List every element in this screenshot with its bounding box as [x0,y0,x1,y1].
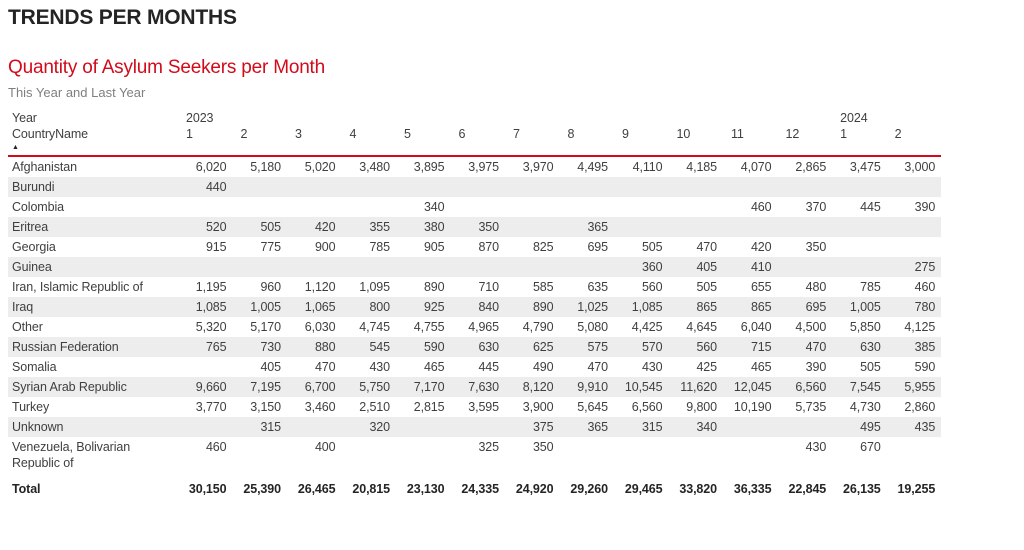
cell[interactable]: 630 [832,337,887,357]
cell[interactable]: 4,070 [740,160,772,174]
cell[interactable]: 6,700 [287,377,342,397]
cell[interactable]: 7,170 [396,377,451,397]
cell[interactable]: 445 [478,360,499,374]
cell[interactable]: 800 [342,297,397,317]
cell[interactable]: 785 [860,280,881,294]
cell[interactable] [178,257,233,277]
row-label[interactable]: Georgia [12,240,56,254]
cell[interactable]: 4,110 [632,160,663,174]
cell[interactable]: 785 [369,240,390,254]
cell[interactable]: 840 [451,297,506,317]
column-header-month[interactable]: 9 [614,125,669,156]
cell[interactable]: 4,790 [522,320,554,334]
sort-ascending-icon: ▲ [12,144,19,151]
cell[interactable]: 6,030 [304,320,336,334]
cell[interactable] [560,437,615,473]
cell[interactable] [614,177,669,197]
cell[interactable]: 5,080 [577,320,608,334]
total-cell: 36,335 [733,482,772,496]
cell[interactable] [669,437,724,473]
cell[interactable] [505,217,560,237]
cell[interactable]: 890 [505,297,560,317]
cell[interactable]: 765 [178,337,233,357]
row-header-label: CountryName [12,127,89,141]
cell[interactable]: 3,460 [304,400,336,414]
table-row [8,237,941,257]
cell[interactable] [887,217,942,237]
cell[interactable]: 505 [233,217,288,237]
cell[interactable]: 350 [805,240,827,254]
cell[interactable] [233,197,288,217]
cell[interactable] [723,417,778,437]
cell[interactable] [396,177,451,197]
cell[interactable]: 325 [478,440,499,454]
cell[interactable]: 825 [532,240,554,254]
cell[interactable]: 6,560 [778,377,833,397]
cell[interactable] [669,177,724,197]
cell[interactable]: 4,745 [359,320,390,334]
table-row [8,156,941,177]
table-row [8,277,941,297]
cell[interactable]: 635 [587,280,608,294]
cell[interactable]: 1,005 [233,297,288,317]
cell[interactable]: 430 [641,360,663,374]
row-label[interactable]: Afghanistan [12,160,77,174]
cell[interactable]: 5,170 [250,320,281,334]
total-cell: 30,150 [188,482,227,496]
cell[interactable]: 320 [342,417,397,437]
cell[interactable]: 865 [669,297,724,317]
cell[interactable]: 5,020 [304,160,336,174]
cell[interactable]: 585 [532,280,554,294]
cell[interactable]: 560 [669,337,724,357]
cell[interactable]: 1,085 [178,297,233,317]
cell[interactable] [560,197,615,217]
cell[interactable] [287,417,342,437]
cell[interactable]: 730 [233,337,288,357]
row-header-countryname[interactable] [8,125,178,156]
cell[interactable] [233,437,288,473]
cell[interactable]: 630 [451,337,506,357]
total-cell: 22,845 [788,482,827,496]
cell[interactable]: 430 [805,440,827,454]
cell[interactable]: 880 [287,337,342,357]
cell[interactable]: 10,190 [733,400,772,414]
cell[interactable] [505,257,560,277]
row-label[interactable]: Unknown [8,417,178,437]
cell[interactable]: 470 [696,240,717,254]
cell[interactable]: 275 [887,257,942,277]
column-header-month[interactable]: 3 [287,125,342,156]
cell[interactable]: 340 [669,417,724,437]
table-row [8,377,941,397]
table-row [8,197,941,217]
row-label[interactable]: Iran, Islamic Republic of [12,280,143,294]
cell[interactable] [342,437,397,473]
cell[interactable]: 925 [396,297,451,317]
cell[interactable] [342,257,397,277]
year-group-2024: 2024 [840,111,868,125]
cell[interactable]: 5,750 [342,377,397,397]
cell[interactable]: 505 [641,240,663,254]
column-header-month[interactable]: 1 [178,125,233,156]
table-row [8,217,941,237]
year-group-2023: 2023 [186,111,214,125]
cell[interactable] [832,257,887,277]
cell[interactable]: 4,500 [795,320,827,334]
cell[interactable]: 1,195 [195,280,227,294]
column-header-month[interactable]: 2 [887,125,942,156]
cell[interactable]: 4,755 [413,320,445,334]
cell[interactable]: 470 [778,337,833,357]
cell[interactable] [614,437,669,473]
cell[interactable]: 315 [233,417,288,437]
cell[interactable] [614,197,669,217]
cell[interactable] [451,197,506,217]
column-header-month[interactable]: 12 [778,125,833,156]
cell[interactable] [396,437,451,473]
table-row [8,357,941,377]
cell[interactable] [451,257,506,277]
cell[interactable] [669,197,724,217]
column-header-row [8,125,941,156]
cell[interactable]: 5,645 [577,400,608,414]
cell[interactable]: 10,545 [614,377,669,397]
cell[interactable]: 4,730 [849,400,881,414]
cell[interactable]: 390 [805,360,827,374]
row-label[interactable]: Burundi [8,177,178,197]
total-cell: 25,390 [243,482,281,496]
visual-subtitle: This Year and Last Year [8,85,146,100]
total-label: Total [12,482,41,496]
column-header-month[interactable]: 6 [451,125,506,156]
cell[interactable]: 670 [860,440,881,454]
cell[interactable]: 1,085 [614,297,669,317]
cell[interactable]: 400 [314,440,336,454]
total-cell: 26,135 [843,482,881,496]
column-header-month[interactable]: 10 [669,125,724,156]
visual-title: Quantity of Asylum Seekers per Month [8,57,326,78]
cell[interactable]: 3,975 [468,160,499,174]
total-cell: 20,815 [352,482,390,496]
cell[interactable]: 410 [723,257,778,277]
table-row [8,337,941,357]
cell[interactable]: 505 [696,280,717,294]
total-cell: 33,820 [679,482,717,496]
cell[interactable]: 520 [178,217,233,237]
total-cell: 24,920 [515,482,554,496]
cell[interactable]: 425 [696,360,717,374]
row-label[interactable]: Syrian Arab Republic [8,377,178,397]
cell[interactable]: 3,895 [413,160,445,174]
cell[interactable]: 4,125 [904,320,936,334]
cell[interactable]: 590 [396,337,451,357]
cell[interactable]: 655 [750,280,772,294]
total-cell: 29,260 [570,482,608,496]
cell[interactable] [451,177,506,197]
page-title: TRENDS PER MONTHS [8,6,237,29]
cell[interactable]: 3,970 [522,160,554,174]
cell[interactable]: 915 [205,240,227,254]
cell[interactable]: 4,185 [686,160,717,174]
cell[interactable]: 420 [287,217,342,237]
total-cell: 23,130 [406,482,445,496]
cell[interactable]: 560 [641,280,663,294]
cell[interactable] [287,257,342,277]
cell[interactable]: 350 [532,440,554,454]
cell[interactable]: 775 [260,240,281,254]
cell[interactable] [178,197,233,217]
column-header-month[interactable]: 11 [723,125,778,156]
cell[interactable]: 405 [669,257,724,277]
cell[interactable]: 2,815 [413,400,445,414]
cell[interactable] [778,417,833,437]
cell[interactable]: 6,020 [195,160,227,174]
row-label[interactable]: Russian Federation [8,337,178,357]
cell[interactable]: 1,095 [359,280,390,294]
cell[interactable]: 355 [342,217,397,237]
cell[interactable]: 545 [342,337,397,357]
cell[interactable]: 12,045 [723,377,778,397]
cell[interactable]: 4,645 [686,320,717,334]
cell[interactable]: 375 [505,417,560,437]
cell[interactable]: 2,510 [359,400,390,414]
year-header-row [8,107,941,125]
row-label[interactable]: Turkey [12,400,50,414]
row-label[interactable]: Colombia [12,200,65,214]
table-row [8,257,941,277]
cell[interactable]: 490 [532,360,554,374]
cell[interactable]: 905 [423,240,445,254]
year-field-label: Year [12,111,37,125]
cell[interactable]: 900 [314,240,336,254]
cell[interactable] [287,177,342,197]
cell[interactable]: 315 [614,417,669,437]
cell[interactable]: 380 [396,217,451,237]
cell[interactable] [832,177,887,197]
cell[interactable]: 460 [914,280,936,294]
cell[interactable]: 435 [887,417,942,437]
row-label[interactable]: Other [12,320,43,334]
cell[interactable] [178,417,233,437]
cell[interactable]: 3,000 [904,160,936,174]
cell[interactable]: 11,620 [669,377,724,397]
cell[interactable]: 3,900 [522,400,554,414]
cell[interactable]: 365 [560,217,615,237]
cell[interactable] [887,237,942,257]
cell[interactable]: 715 [723,337,778,357]
cell[interactable] [669,217,724,237]
cell[interactable]: 465 [423,360,445,374]
cell[interactable]: 405 [260,360,281,374]
cell[interactable]: 505 [860,360,881,374]
cell[interactable] [233,177,288,197]
cell[interactable]: 4,495 [577,160,608,174]
cell[interactable]: 5,850 [849,320,881,334]
cell[interactable]: 710 [478,280,499,294]
total-cell: 24,335 [461,482,499,496]
cell[interactable]: 1,065 [287,297,342,317]
cell[interactable] [778,217,833,237]
cell[interactable]: 5,735 [795,400,827,414]
cell[interactable]: 360 [614,257,669,277]
row-label[interactable]: Eritrea [8,217,178,237]
cell[interactable]: 7,545 [832,377,887,397]
cell[interactable]: 3,480 [359,160,390,174]
row-label[interactable]: Somalia [12,360,57,374]
cell[interactable]: 5,180 [250,160,281,174]
cell[interactable] [342,177,397,197]
cell[interactable]: 370 [805,200,827,214]
cell[interactable]: 470 [587,360,608,374]
cell[interactable]: 495 [832,417,887,437]
cell[interactable]: 4,965 [468,320,499,334]
table-row [8,177,941,197]
cell[interactable]: 480 [805,280,827,294]
row-label[interactable]: Venezuela, Bolivarian Republic of [12,440,131,470]
cell[interactable] [505,177,560,197]
total-cell: 19,255 [897,482,936,496]
cell[interactable] [778,177,833,197]
cell[interactable]: 385 [887,337,942,357]
cell[interactable] [723,437,778,473]
cell[interactable]: 1,120 [304,280,336,294]
total-cell: 26,465 [297,482,336,496]
cell[interactable] [178,357,233,377]
cell[interactable]: 780 [887,297,942,317]
cell[interactable]: 625 [505,337,560,357]
cell[interactable]: 865 [723,297,778,317]
cell[interactable] [287,197,342,217]
cell[interactable] [560,177,615,197]
column-header-month[interactable]: 1 [832,125,887,156]
cell[interactable]: 460 [205,440,227,454]
cell[interactable] [614,217,669,237]
cell[interactable]: 4,425 [631,320,663,334]
column-header-month[interactable]: 4 [342,125,397,156]
cell[interactable]: 9,800 [686,400,717,414]
row-label[interactable]: Guinea [8,257,178,277]
cell[interactable]: 390 [914,200,936,214]
cell[interactable]: 9,660 [178,377,233,397]
table-row [8,437,941,473]
cell[interactable] [723,217,778,237]
table-row [8,417,941,437]
cell[interactable]: 350 [451,217,506,237]
cell[interactable]: 575 [560,337,615,357]
table-row [8,397,941,417]
cell[interactable]: 960 [260,280,281,294]
total-row [8,473,941,504]
cell[interactable]: 430 [369,360,390,374]
cell[interactable] [342,197,397,217]
cell[interactable] [723,177,778,197]
cell[interactable]: 695 [778,297,833,317]
cell[interactable] [560,257,615,277]
column-header-month[interactable]: 7 [505,125,560,156]
cell[interactable] [887,437,942,473]
cell[interactable]: 5,955 [887,377,942,397]
cell[interactable]: 460 [750,200,772,214]
cell[interactable] [832,217,887,237]
cell[interactable]: 3,595 [468,400,499,414]
table-row [8,297,941,317]
cell[interactable]: 365 [560,417,615,437]
total-cell: 29,465 [624,482,663,496]
cell[interactable] [396,257,451,277]
column-header-month[interactable]: 8 [560,125,615,156]
cell[interactable]: 2,865 [795,160,827,174]
row-label[interactable]: Iraq [8,297,178,317]
table-row [8,317,941,337]
cell[interactable]: 870 [478,240,499,254]
cell[interactable]: 2,860 [904,400,936,414]
column-header-month[interactable]: 2 [233,125,288,156]
cell[interactable]: 6,040 [740,320,772,334]
cell[interactable]: 5,320 [195,320,227,334]
cell[interactable]: 445 [860,200,881,214]
cell[interactable]: 7,630 [451,377,506,397]
cell[interactable]: 6,560 [631,400,663,414]
cell[interactable] [505,197,560,217]
cell[interactable]: 440 [178,177,233,197]
cell[interactable]: 695 [587,240,608,254]
cell[interactable] [233,257,288,277]
cell[interactable]: 1,025 [560,297,615,317]
cell[interactable] [887,177,942,197]
cell[interactable] [451,417,506,437]
cell[interactable]: 420 [750,240,772,254]
column-header-month[interactable]: 5 [396,125,451,156]
matrix-visual [8,57,1024,504]
cell[interactable]: 3,770 [195,400,227,414]
cell[interactable]: 340 [423,200,445,214]
cell[interactable]: 470 [314,360,336,374]
cell[interactable]: 1,005 [832,297,887,317]
cell[interactable] [832,237,887,257]
cell[interactable]: 890 [423,280,445,294]
cell[interactable]: 3,475 [849,160,881,174]
cell[interactable] [778,257,833,277]
cell[interactable]: 465 [750,360,772,374]
cell[interactable]: 8,120 [505,377,560,397]
matrix-table [8,107,941,504]
cell[interactable]: 590 [914,360,936,374]
cell[interactable] [396,417,451,437]
cell[interactable]: 3,150 [250,400,281,414]
cell[interactable]: 570 [614,337,669,357]
cell[interactable]: 7,195 [233,377,288,397]
cell[interactable]: 9,910 [560,377,615,397]
